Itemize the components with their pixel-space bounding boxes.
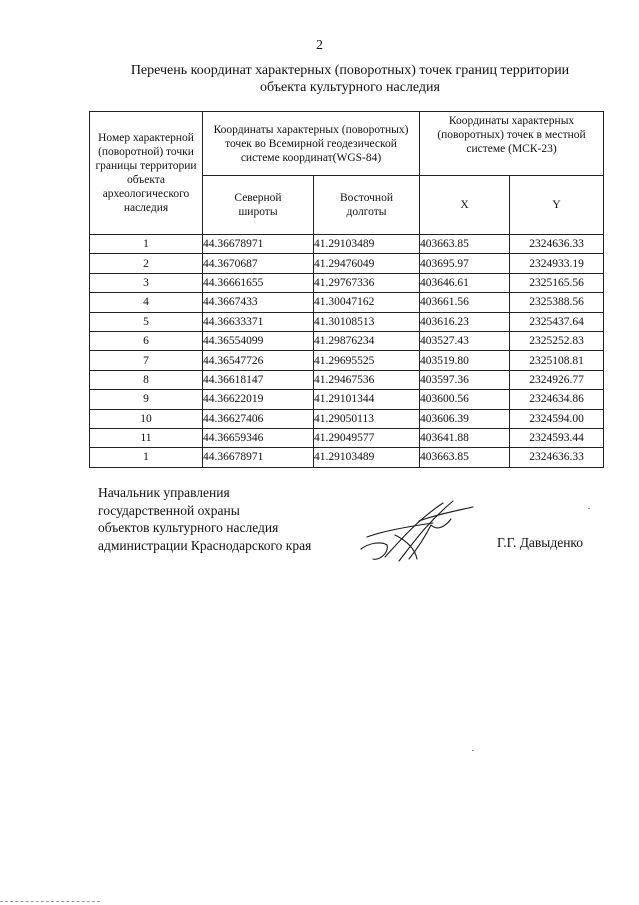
x-coordinate-cell: 403600.56 <box>420 390 510 409</box>
table-row <box>90 428 604 447</box>
table-row <box>90 293 604 312</box>
y-coordinate-cell: 2325437.64 <box>510 312 604 331</box>
latitude-cell: 44.3667433 <box>203 293 314 312</box>
coordinates-table-body <box>90 235 604 468</box>
table-row <box>90 390 604 409</box>
latitude-cell: 44.36678971 <box>203 448 314 467</box>
longitude-cell: 41.29103489 <box>314 448 420 467</box>
x-coordinate-cell: 403661.56 <box>420 293 510 312</box>
x-coordinate-cell: 403527.43 <box>420 331 510 350</box>
scan-edge-line <box>0 901 100 903</box>
scan-speck <box>472 750 474 751</box>
x-coordinate-cell: 403616.23 <box>420 312 510 331</box>
table-row <box>90 351 604 370</box>
table-row <box>90 254 604 273</box>
longitude-cell: 41.29049577 <box>314 428 420 447</box>
header-local-group: Координаты характерных (поворотных) точек в местной системе (МСК-23) <box>420 112 604 176</box>
point-number-cell: 3 <box>90 273 203 292</box>
handwritten-signature <box>355 497 480 572</box>
point-number-cell: 10 <box>90 409 203 428</box>
y-coordinate-cell: 2325388.56 <box>510 293 604 312</box>
longitude-cell: 41.29050113 <box>314 409 420 428</box>
signer-position-line: Начальник управления <box>98 485 230 500</box>
scan-speck <box>588 508 590 509</box>
table-row <box>90 312 604 331</box>
point-number-cell: 8 <box>90 370 203 389</box>
document-title <box>60 62 639 96</box>
y-coordinate-cell: 2324926.77 <box>510 370 604 389</box>
y-coordinate-cell: 2324594.00 <box>510 409 604 428</box>
point-number-cell: 11 <box>90 428 203 447</box>
x-coordinate-cell: 403663.85 <box>420 448 510 467</box>
longitude-cell: 41.29695525 <box>314 351 420 370</box>
y-coordinate-cell: 2325252.83 <box>510 331 604 350</box>
latitude-cell: 44.36618147 <box>203 370 314 389</box>
longitude-cell: 41.29767336 <box>314 273 420 292</box>
point-number-cell: 7 <box>90 351 203 370</box>
latitude-cell: 44.3670687 <box>203 254 314 273</box>
signer-position-line: администрации Краснодарского края <box>98 537 312 553</box>
y-coordinate-cell: 2325108.81 <box>510 351 604 370</box>
page-number: 2 <box>316 38 323 53</box>
title-line-2: объекта культурного наследия <box>260 80 440 95</box>
point-number-cell: 1 <box>90 235 203 254</box>
x-coordinate-cell: 403641.88 <box>420 428 510 447</box>
point-number-cell: 2 <box>90 254 203 273</box>
header-wgs84-group: Координаты характерных (поворотных) точек во Всемирной геодезической системе координат(WGS-84) <box>203 112 420 176</box>
table-row <box>90 370 604 389</box>
latitude-cell: 44.36661655 <box>203 273 314 292</box>
longitude-cell: 41.30047162 <box>314 293 420 312</box>
point-number-cell: 9 <box>90 390 203 409</box>
latitude-cell: 44.36547726 <box>203 351 314 370</box>
y-coordinate-cell: 2325165.56 <box>510 273 604 292</box>
longitude-cell: 41.29103489 <box>314 235 420 254</box>
latitude-cell: 44.36622019 <box>203 390 314 409</box>
longitude-cell: 41.29101344 <box>314 390 420 409</box>
header-north-latitude: Северной широты <box>203 176 314 235</box>
point-number-cell: 4 <box>90 293 203 312</box>
y-coordinate-cell: 2324634.86 <box>510 390 604 409</box>
y-coordinate-cell: 2324933.19 <box>510 254 604 273</box>
longitude-cell: 41.30108513 <box>314 312 420 331</box>
signer-position-line: государственной охраны <box>98 502 240 518</box>
point-number-cell: 6 <box>90 331 203 350</box>
latitude-cell: 44.36659346 <box>203 428 314 447</box>
latitude-cell: 44.36627406 <box>203 409 314 428</box>
x-coordinate-cell: 403663.85 <box>420 235 510 254</box>
point-number-cell: 5 <box>90 312 203 331</box>
header-east-longitude: Восточной долготы <box>314 176 420 235</box>
y-coordinate-cell: 2324636.33 <box>510 448 604 467</box>
point-number-cell: 1 <box>90 448 203 467</box>
coordinates-table <box>89 111 604 468</box>
longitude-cell: 41.29876234 <box>314 331 420 350</box>
latitude-cell: 44.36633371 <box>203 312 314 331</box>
header-point-number: Номер характерной (поворотной) точки границы территории объекта археологического наследия <box>90 112 203 235</box>
table-row <box>90 409 604 428</box>
table-row <box>90 273 604 292</box>
signer-position-line: объектов культурного наследия <box>98 520 279 535</box>
x-coordinate-cell: 403646.61 <box>420 273 510 292</box>
latitude-cell: 44.36678971 <box>203 235 314 254</box>
longitude-cell: 41.29476049 <box>314 254 420 273</box>
header-y: Y <box>510 176 604 235</box>
x-coordinate-cell: 403695.97 <box>420 254 510 273</box>
y-coordinate-cell: 2324636.33 <box>510 235 604 254</box>
table-row <box>90 235 604 254</box>
header-x: X <box>420 176 510 235</box>
table-row <box>90 448 604 467</box>
x-coordinate-cell: 403606.39 <box>420 409 510 428</box>
signer-position <box>98 484 311 554</box>
longitude-cell: 41.29467536 <box>314 370 420 389</box>
title-line-1: Перечень координат характерных (поворотных) точек границ территории <box>130 63 570 78</box>
table-row <box>90 331 604 350</box>
latitude-cell: 44.36554099 <box>203 331 314 350</box>
signer-name: Г.Г. Давыденко <box>497 535 584 550</box>
x-coordinate-cell: 403519.80 <box>420 351 510 370</box>
y-coordinate-cell: 2324593.44 <box>510 428 604 447</box>
x-coordinate-cell: 403597.36 <box>420 370 510 389</box>
